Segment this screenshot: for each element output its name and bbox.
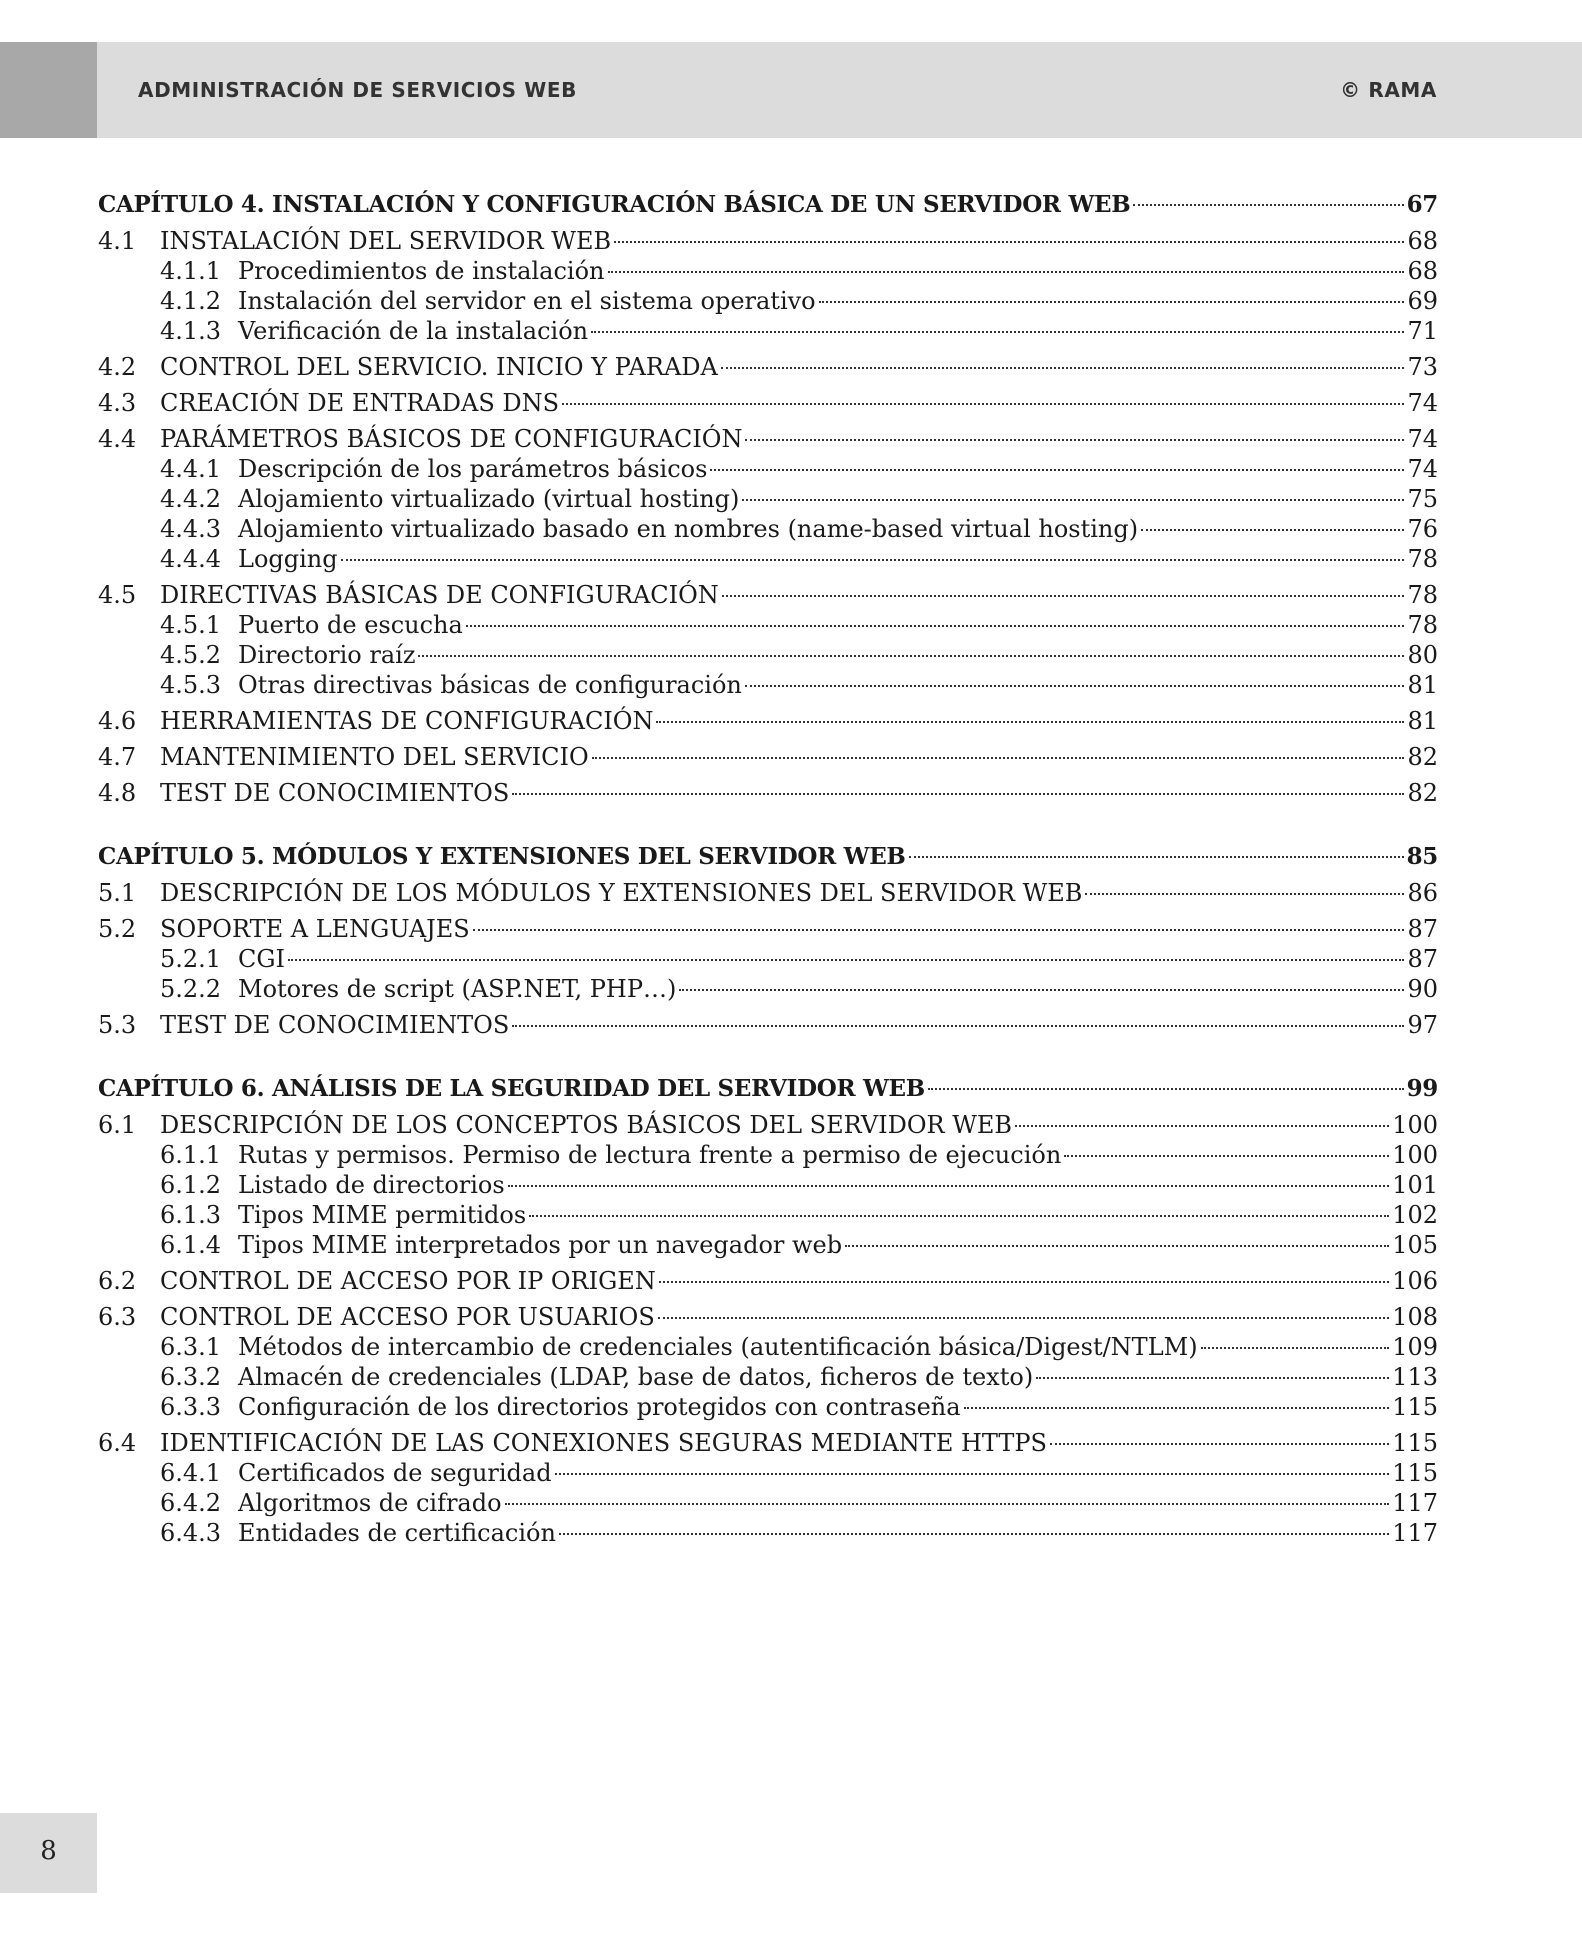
dot-leader xyxy=(562,403,1404,405)
toc-entry-number: 6.1.1 xyxy=(160,1141,222,1169)
toc-entry-number: 4.1.2 xyxy=(160,287,222,315)
toc-entry-number: 6.3.2 xyxy=(160,1363,222,1391)
toc-entry-number: 6.2 xyxy=(98,1267,137,1295)
dot-leader xyxy=(1133,204,1403,206)
running-header-publisher: © RAMA xyxy=(1340,78,1437,102)
toc-entry-number: 6.4.3 xyxy=(160,1519,222,1547)
running-header-title: ADMINISTRACIÓN DE SERVICIOS WEB xyxy=(138,78,578,102)
toc-entry-title: CONTROL DEL SERVICIO. INICIO Y PARADA xyxy=(160,353,718,381)
toc-entry-sub xyxy=(98,316,1438,346)
dot-leader xyxy=(512,1025,1404,1027)
dot-leader xyxy=(742,499,1404,501)
toc-entry-section xyxy=(98,1266,1438,1296)
toc-entry-title: Métodos de intercambio de credenciales (autentificación básica/Digest/NTLM) xyxy=(238,1333,1198,1361)
toc-entry-page: 87 xyxy=(1407,945,1438,973)
toc-entry-page: 117 xyxy=(1392,1489,1438,1517)
toc-entry-title: SOPORTE A LENGUAJES xyxy=(160,915,470,943)
toc-entry-number: 6.4.2 xyxy=(160,1489,222,1517)
toc-entry-sub xyxy=(98,454,1438,484)
toc-entry-page: 76 xyxy=(1407,515,1438,543)
toc-entry-title: Almacén de credenciales (LDAP, base de datos, ficheros de texto) xyxy=(238,1363,1034,1391)
toc-entry-page: 78 xyxy=(1407,581,1438,609)
toc-entry-title: Rutas y permisos. Permiso de lectura frente a permiso de ejecución xyxy=(238,1141,1062,1169)
toc-entry-title: CAPÍTULO 6. ANÁLISIS DE LA SEGURIDAD DEL SERVIDOR WEB xyxy=(98,1075,925,1102)
toc-entry-page: 69 xyxy=(1407,287,1438,315)
toc-entry-title: IDENTIFICACIÓN DE LAS CONEXIONES SEGURAS MEDIANTE HTTPS xyxy=(160,1429,1047,1457)
dot-leader xyxy=(555,1473,1390,1475)
toc-entry-page: 73 xyxy=(1407,353,1438,381)
toc-entry-number: 5.2.2 xyxy=(160,975,222,1003)
toc-entry-number: 6.3.1 xyxy=(160,1333,222,1361)
toc-entry-title: TEST DE CONOCIMIENTOS xyxy=(160,1011,510,1039)
dot-leader xyxy=(341,559,1405,561)
toc-entry-number: 4.4.4 xyxy=(160,545,222,573)
toc-entry-sub xyxy=(98,1140,1438,1170)
toc-entry-page: 100 xyxy=(1392,1141,1438,1169)
toc-entry-page: 115 xyxy=(1392,1393,1438,1421)
toc-entry-number: 4.4 xyxy=(98,425,137,453)
toc-entry-title: CREACIÓN DE ENTRADAS DNS xyxy=(160,389,560,417)
toc-entry-section xyxy=(98,742,1438,772)
toc-entry-page: 97 xyxy=(1407,1011,1438,1039)
toc-entry-page: 68 xyxy=(1407,227,1438,255)
dot-leader xyxy=(505,1503,1390,1505)
toc-entry-section xyxy=(98,1302,1438,1332)
toc-entry-sub xyxy=(98,1362,1438,1392)
dot-leader xyxy=(418,655,1404,657)
dot-leader xyxy=(745,685,1405,687)
dot-leader xyxy=(1064,1155,1389,1157)
dot-leader xyxy=(679,989,1404,991)
toc-entry-title: Verificación de la instalación xyxy=(238,317,589,345)
dot-leader xyxy=(710,469,1404,471)
toc-entry-number: 4.6 xyxy=(98,707,137,735)
toc-entry-page: 81 xyxy=(1407,707,1438,735)
toc-entry-title: HERRAMIENTAS DE CONFIGURACIÓN xyxy=(160,707,654,735)
toc-entry-number: 4.3 xyxy=(98,389,137,417)
toc-entry-sub xyxy=(98,1170,1438,1200)
toc-entry-section xyxy=(98,424,1438,454)
dot-leader xyxy=(288,959,1404,961)
toc-entry-page: 81 xyxy=(1407,671,1438,699)
toc-entry-number: 4.1 xyxy=(98,227,137,255)
toc-entry-section xyxy=(98,226,1438,256)
table-of-contents xyxy=(98,190,1438,1548)
toc-entry-title: Listado de directorios xyxy=(238,1171,505,1199)
toc-entry-page: 105 xyxy=(1392,1231,1438,1259)
toc-entry-title: Logging xyxy=(238,545,338,573)
toc-entry-page: 67 xyxy=(1406,191,1438,218)
dot-leader xyxy=(512,793,1404,795)
toc-entry-sub xyxy=(98,610,1438,640)
toc-entry-title: Entidades de certificación xyxy=(238,1519,556,1547)
toc-entry-page: 108 xyxy=(1392,1303,1438,1331)
toc-entry-section xyxy=(98,388,1438,418)
toc-entry-title: Directorio raíz xyxy=(238,641,416,669)
toc-entry-number: 4.1.3 xyxy=(160,317,222,345)
toc-entry-page: 78 xyxy=(1407,545,1438,573)
toc-entry-number: 5.3 xyxy=(98,1011,137,1039)
toc-entry-page: 90 xyxy=(1407,975,1438,1003)
toc-entry-title: INSTALACIÓN DEL SERVIDOR WEB xyxy=(160,227,612,255)
header-tab-block xyxy=(0,42,97,138)
toc-entry-title: Otras directivas básicas de configuración xyxy=(238,671,742,699)
toc-entry-section xyxy=(98,580,1438,610)
toc-entry-page: 109 xyxy=(1392,1333,1438,1361)
toc-entry-title: PARÁMETROS BÁSICOS DE CONFIGURACIÓN xyxy=(160,425,743,453)
toc-entry-title: Certificados de seguridad xyxy=(238,1459,552,1487)
dot-leader xyxy=(745,439,1404,441)
dot-leader xyxy=(722,595,1405,597)
toc-entry-sub xyxy=(98,256,1438,286)
toc-entry-number: 5.2.1 xyxy=(160,945,222,973)
dot-leader xyxy=(928,1088,1404,1090)
toc-entry-page: 87 xyxy=(1407,915,1438,943)
dot-leader xyxy=(559,1533,1389,1535)
toc-entry-title: Alojamiento virtualizado basado en nombres (name-based virtual hosting) xyxy=(238,515,1139,543)
dot-leader xyxy=(656,721,1404,723)
toc-entry-sub xyxy=(98,1458,1438,1488)
toc-entry-section xyxy=(98,778,1438,808)
toc-entry-title: Procedimientos de instalación xyxy=(238,257,605,285)
toc-entry-title: Descripción de los parámetros básicos xyxy=(238,455,708,483)
dot-leader xyxy=(608,271,1405,273)
toc-entry-page: 117 xyxy=(1392,1519,1438,1547)
toc-entry-title: CONTROL DE ACCESO POR IP ORIGEN xyxy=(160,1267,656,1295)
toc-entry-number: 4.8 xyxy=(98,779,137,807)
toc-entry-number: 6.3 xyxy=(98,1303,137,1331)
toc-entry-number: 4.2 xyxy=(98,353,137,381)
toc-entry-page: 68 xyxy=(1407,257,1438,285)
toc-entry-page: 78 xyxy=(1407,611,1438,639)
toc-entry-page: 82 xyxy=(1407,743,1438,771)
toc-entry-chapter xyxy=(98,1074,1438,1104)
toc-entry-section xyxy=(98,706,1438,736)
dot-leader xyxy=(1085,893,1404,895)
toc-entry-title: Algoritmos de cifrado xyxy=(238,1489,502,1517)
toc-entry-section xyxy=(98,1428,1438,1458)
toc-entry-page: 99 xyxy=(1406,1075,1438,1102)
toc-entry-number: 4.5.2 xyxy=(160,641,222,669)
toc-entry-sub xyxy=(98,1200,1438,1230)
toc-entry-sub xyxy=(98,514,1438,544)
toc-entry-number: 4.4.2 xyxy=(160,485,222,513)
toc-entry-sub xyxy=(98,484,1438,514)
toc-entry-sub xyxy=(98,1332,1438,1362)
toc-entry-sub xyxy=(98,670,1438,700)
toc-entry-title: DESCRIPCIÓN DE LOS MÓDULOS Y EXTENSIONES DEL SERVIDOR WEB xyxy=(160,879,1083,907)
toc-entry-section xyxy=(98,1010,1438,1040)
toc-entry-number: 5.1 xyxy=(98,879,137,907)
dot-leader xyxy=(508,1185,1390,1187)
toc-entry-number: 6.1.3 xyxy=(160,1201,222,1229)
toc-entry-title: CAPÍTULO 5. MÓDULOS Y EXTENSIONES DEL SERVIDOR WEB xyxy=(98,843,906,870)
toc-entry-number: 4.5.3 xyxy=(160,671,222,699)
toc-entry-chapter xyxy=(98,190,1438,220)
toc-entry-page: 102 xyxy=(1392,1201,1438,1229)
toc-entry-page: 74 xyxy=(1407,455,1438,483)
toc-entry-sub xyxy=(98,640,1438,670)
toc-entry-sub xyxy=(98,1392,1438,1422)
toc-entry-number: 6.1.4 xyxy=(160,1231,222,1259)
toc-entry-sub xyxy=(98,1230,1438,1260)
dot-leader xyxy=(819,301,1405,303)
dot-leader xyxy=(614,241,1404,243)
toc-entry-chapter xyxy=(98,842,1438,872)
toc-entry-section xyxy=(98,1110,1438,1140)
toc-entry-sub xyxy=(98,544,1438,574)
dot-leader xyxy=(659,1281,1389,1283)
toc-entry-page: 74 xyxy=(1407,425,1438,453)
toc-entry-page: 86 xyxy=(1407,879,1438,907)
toc-entry-sub xyxy=(98,944,1438,974)
toc-entry-page: 100 xyxy=(1392,1111,1438,1139)
toc-entry-title: Instalación del servidor en el sistema operativo xyxy=(238,287,816,315)
toc-entry-number: 4.4.1 xyxy=(160,455,222,483)
dot-leader xyxy=(964,1407,1390,1409)
toc-entry-number: 6.1 xyxy=(98,1111,137,1139)
dot-leader xyxy=(529,1215,1389,1217)
dot-leader xyxy=(592,757,1405,759)
toc-entry-title: Tipos MIME interpretados por un navegador web xyxy=(238,1231,843,1259)
dot-leader xyxy=(1036,1377,1389,1379)
toc-entry-title: Puerto de escucha xyxy=(238,611,463,639)
toc-entry-title: Motores de script (ASP.NET, PHP…) xyxy=(238,975,677,1003)
toc-entry-sub xyxy=(98,286,1438,316)
toc-entry-title: MANTENIMIENTO DEL SERVICIO xyxy=(160,743,589,771)
toc-entry-number: 4.1.1 xyxy=(160,257,222,285)
dot-leader xyxy=(721,367,1405,369)
toc-entry-title: CAPÍTULO 4. INSTALACIÓN Y CONFIGURACIÓN BÁSICA DE UN SERVIDOR WEB xyxy=(98,191,1131,218)
toc-entry-section xyxy=(98,878,1438,908)
toc-entry-number: 5.2 xyxy=(98,915,137,943)
toc-entry-number: 6.4.1 xyxy=(160,1459,222,1487)
toc-entry-page: 106 xyxy=(1392,1267,1438,1295)
toc-entry-title: Configuración de los directorios protegidos con contraseña xyxy=(238,1393,961,1421)
dot-leader xyxy=(658,1317,1389,1319)
dot-leader xyxy=(591,331,1404,333)
toc-entry-page: 75 xyxy=(1407,485,1438,513)
toc-entry-sub xyxy=(98,974,1438,1004)
toc-entry-page: 71 xyxy=(1407,317,1438,345)
dot-leader xyxy=(909,856,1404,858)
toc-entry-page: 74 xyxy=(1407,389,1438,417)
toc-entry-title: CGI xyxy=(238,945,286,973)
toc-entry-page: 101 xyxy=(1392,1171,1438,1199)
toc-entry-title: DIRECTIVAS BÁSICAS DE CONFIGURACIÓN xyxy=(160,581,719,609)
toc-entry-sub xyxy=(98,1518,1438,1548)
toc-entry-number: 6.1.2 xyxy=(160,1171,222,1199)
toc-entry-number: 6.3.3 xyxy=(160,1393,222,1421)
toc-entry-section xyxy=(98,352,1438,382)
toc-entry-page: 85 xyxy=(1406,843,1438,870)
dot-leader xyxy=(1201,1347,1390,1349)
toc-entry-sub xyxy=(98,1488,1438,1518)
dot-leader xyxy=(466,625,1405,627)
toc-entry-number: 4.4.3 xyxy=(160,515,222,543)
dot-leader xyxy=(845,1245,1389,1247)
dot-leader xyxy=(473,929,1405,931)
toc-entry-number: 6.4 xyxy=(98,1429,137,1457)
page-number: 8 xyxy=(40,1836,57,1866)
toc-entry-title: DESCRIPCIÓN DE LOS CONCEPTOS BÁSICOS DEL SERVIDOR WEB xyxy=(160,1111,1013,1139)
toc-entry-number: 4.7 xyxy=(98,743,137,771)
toc-entry-section xyxy=(98,914,1438,944)
toc-entry-title: CONTROL DE ACCESO POR USUARIOS xyxy=(160,1303,655,1331)
toc-entry-number: 4.5 xyxy=(98,581,137,609)
toc-entry-title: Alojamiento virtualizado (virtual hosting) xyxy=(238,485,740,513)
toc-entry-page: 82 xyxy=(1407,779,1438,807)
toc-entry-page: 115 xyxy=(1392,1429,1438,1457)
toc-entry-number: 4.5.1 xyxy=(160,611,222,639)
toc-entry-page: 113 xyxy=(1392,1363,1438,1391)
toc-entry-page: 115 xyxy=(1392,1459,1438,1487)
toc-entry-title: Tipos MIME permitidos xyxy=(238,1201,527,1229)
toc-entry-page: 80 xyxy=(1407,641,1438,669)
dot-leader xyxy=(1141,529,1404,531)
dot-leader xyxy=(1050,1443,1389,1445)
dot-leader xyxy=(1015,1125,1389,1127)
toc-entry-title: TEST DE CONOCIMIENTOS xyxy=(160,779,510,807)
